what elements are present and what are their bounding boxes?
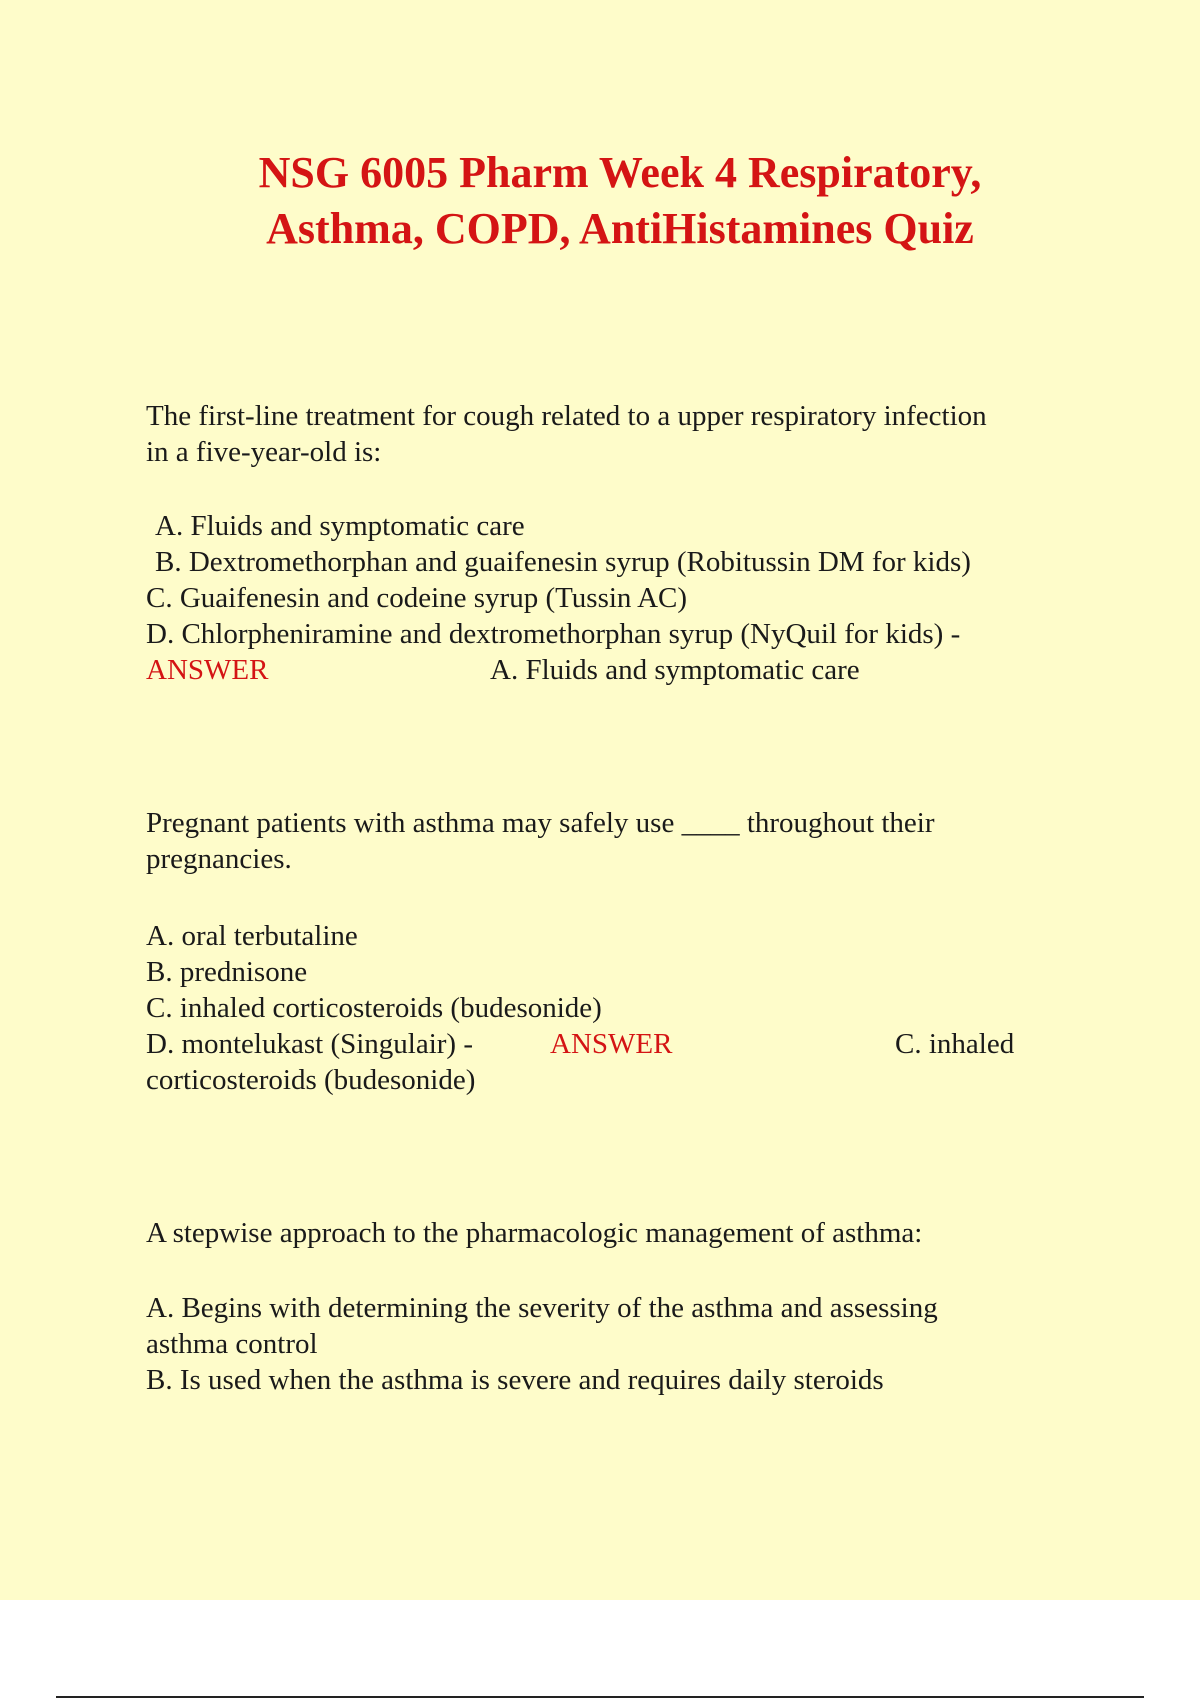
question-3-option-b: B. Is used when the asthma is severe and requires daily steroids [146,1364,884,1396]
question-1-option-a: A. Fluids and symptomatic care [155,510,525,542]
question-1-option-d: D. Chlorpheniramine and dextromethorphan syrup (NyQuil for kids) - [146,618,961,650]
question-2-answer-label: ANSWER [550,1028,673,1060]
question-1-answer-text: A. Fluids and symptomatic care [490,654,860,686]
question-1-option-c: C. Guaifenesin and codeine syrup (Tussin AC) [146,582,688,614]
question-2-option-a: A. oral terbutaline [146,920,358,952]
question-2-prompt-line-1: Pregnant patients with asthma may safely use ____ throughout their [146,807,935,839]
question-1-option-b: B. Dextromethorphan and guaifenesin syrup (Robitussin DM for kids) [155,546,971,578]
document-title [0,145,1200,257]
title-line-1: NSG 6005 Pharm Week 4 Respiratory, [258,148,982,197]
footer-divider [56,1696,1144,1698]
question-2-options [146,918,1086,1098]
question-1-prompt-line-1: The first-line treatment for cough related to a upper respiratory infection [146,400,987,432]
question-2-prompt-line-2: pregnancies. [146,843,292,875]
question-3-options [146,1290,1086,1398]
question-1-prompt-line-2: in a five-year-old is: [146,436,382,468]
question-1-answer-row [146,652,1086,690]
title-line-2: Asthma, COPD, AntiHistamines Quiz [266,204,974,253]
question-2-prompt [146,805,1086,877]
question-2-option-c: C. inhaled corticosteroids (budesonide) [146,992,602,1024]
question-3-option-a: A. Begins with determining the severity of the asthma and assessing [146,1292,938,1324]
question-1-options [146,508,1086,690]
question-2-option-b: B. prednisone [146,956,308,988]
question-2-answer-text-line-1: C. inhaled [895,1028,1015,1060]
question-3-prompt-line-1: A stepwise approach to the pharmacologic management of asthma: [146,1217,923,1249]
question-2-answer-text-line-2: corticosteroids (budesonide) [146,1064,476,1096]
question-3-option-a-cont: asthma control [146,1328,318,1360]
question-2-answer-row [146,1026,1086,1062]
question-3-prompt [146,1215,1086,1251]
question-2-option-d: D. montelukast (Singulair) - [146,1028,474,1060]
question-1-prompt [146,398,1086,470]
question-1-answer-label: ANSWER [146,654,269,686]
